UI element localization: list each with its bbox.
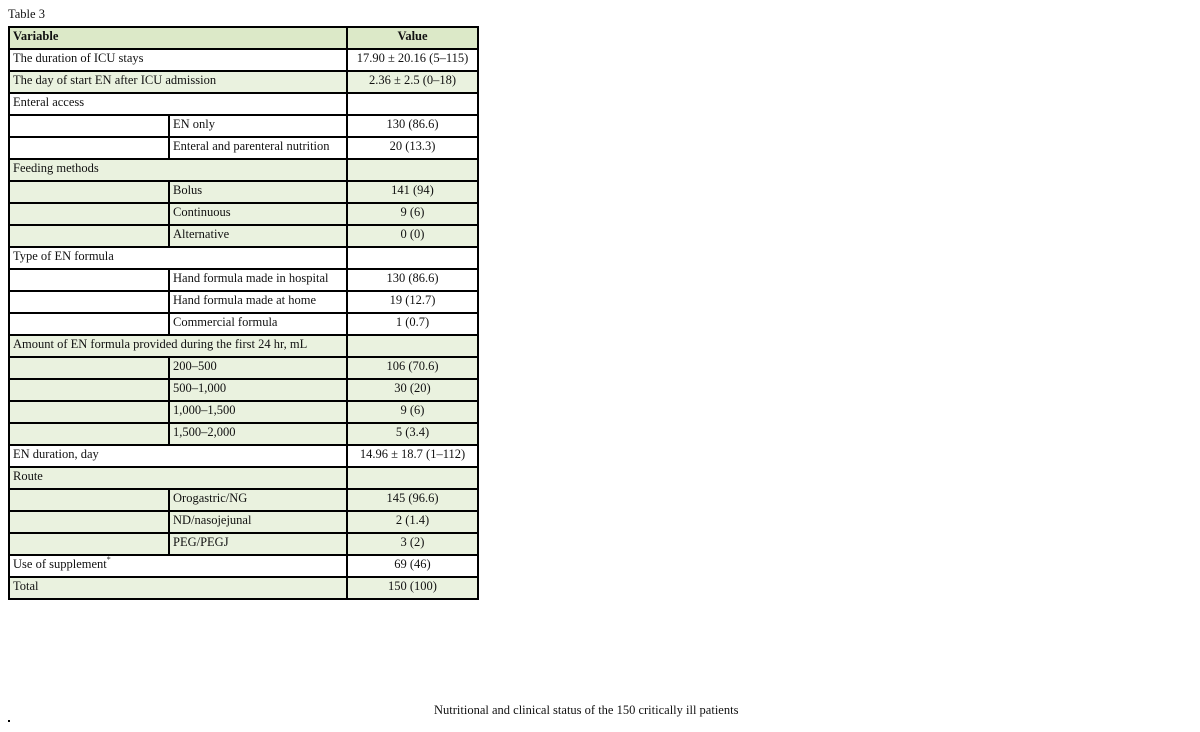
row-value: 2.36 ± 2.5 (0–18) [347, 71, 478, 93]
row-value: 130 (86.6) [347, 269, 478, 291]
group-label: Feeding methods [9, 159, 347, 181]
indent-cell [9, 423, 169, 445]
row-value: 9 (6) [347, 203, 478, 225]
row-value: 17.90 ± 20.16 (5–115) [347, 49, 478, 71]
indent-cell [9, 357, 169, 379]
group-value-empty [347, 467, 478, 489]
table-row [9, 313, 478, 335]
indent-cell [9, 137, 169, 159]
table-row [9, 533, 478, 555]
group-label: Amount of EN formula provided during the first 24 hr, mL [9, 335, 347, 357]
indent-cell [9, 269, 169, 291]
table-row [9, 269, 478, 291]
table-row [9, 203, 478, 225]
header-variable: Variable [9, 27, 347, 49]
indent-cell [9, 401, 169, 423]
group-value-empty [347, 247, 478, 269]
table-row [9, 291, 478, 313]
indent-cell [9, 115, 169, 137]
sub-label: 500–1,000 [169, 379, 347, 401]
indent-cell [9, 225, 169, 247]
table-row [9, 49, 478, 71]
row-value: 14.96 ± 18.7 (1–112) [347, 445, 478, 467]
sub-label: PEG/PEGJ [169, 533, 347, 555]
sub-label: Enteral and parenteral nutrition [169, 137, 347, 159]
row-value: 141 (94) [347, 181, 478, 203]
group-label: Route [9, 467, 347, 489]
table-row [9, 555, 478, 577]
group-row-en-formula-type [9, 247, 478, 269]
row-label: EN duration, day [9, 445, 347, 467]
table-row-total [9, 577, 478, 599]
group-row-feeding-methods [9, 159, 478, 181]
row-value: 19 (12.7) [347, 291, 478, 313]
table-row [9, 489, 478, 511]
row-value: 5 (3.4) [347, 423, 478, 445]
sub-label: Continuous [169, 203, 347, 225]
sub-label: 1,500–2,000 [169, 423, 347, 445]
table-row [9, 71, 478, 93]
sub-label: Commercial formula [169, 313, 347, 335]
sub-label: 1,000–1,500 [169, 401, 347, 423]
sub-label: Alternative [169, 225, 347, 247]
row-value: 30 (20) [347, 379, 478, 401]
sub-label: Hand formula made at home [169, 291, 347, 313]
row-value: 3 (2) [347, 533, 478, 555]
supplement-label: Use of supplement [13, 557, 107, 571]
row-value: 9 (6) [347, 401, 478, 423]
indent-cell [9, 291, 169, 313]
table-row [9, 357, 478, 379]
row-value: 130 (86.6) [347, 115, 478, 137]
sub-label: Bolus [169, 181, 347, 203]
table-row [9, 115, 478, 137]
table-row [9, 401, 478, 423]
group-row-enteral-access [9, 93, 478, 115]
header-value: Value [347, 27, 478, 49]
row-value: 1 (0.7) [347, 313, 478, 335]
indent-cell [9, 203, 169, 225]
sub-label: Hand formula made in hospital [169, 269, 347, 291]
table-row [9, 181, 478, 203]
row-value: 0 (0) [347, 225, 478, 247]
indent-cell [9, 489, 169, 511]
group-label: Enteral access [9, 93, 347, 115]
row-value: 145 (96.6) [347, 489, 478, 511]
stray-dot [8, 720, 10, 722]
row-value: 20 (13.3) [347, 137, 478, 159]
indent-cell [9, 533, 169, 555]
row-label: The day of start EN after ICU admission [9, 71, 347, 93]
row-label [9, 555, 347, 577]
group-value-empty [347, 159, 478, 181]
table-header-row [9, 27, 478, 49]
table-row [9, 225, 478, 247]
table-row [9, 379, 478, 401]
sub-label: EN only [169, 115, 347, 137]
row-value: 150 (100) [347, 577, 478, 599]
indent-cell [9, 181, 169, 203]
group-value-empty [347, 335, 478, 357]
table-row [9, 511, 478, 533]
sub-label: ND/nasojejunal [169, 511, 347, 533]
group-value-empty [347, 93, 478, 115]
indent-cell [9, 379, 169, 401]
group-row-route [9, 467, 478, 489]
sub-label: 200–500 [169, 357, 347, 379]
group-label: Type of EN formula [9, 247, 347, 269]
table-row [9, 423, 478, 445]
group-row-en-amount [9, 335, 478, 357]
row-value: 106 (70.6) [347, 357, 478, 379]
table-caption: Nutritional and clinical status of the 150 critically ill patients [434, 703, 739, 717]
indent-cell [9, 511, 169, 533]
nutrition-status-table [8, 26, 479, 600]
footnote-marker: * [106, 555, 111, 564]
table-row [9, 445, 478, 467]
row-value: 69 (46) [347, 555, 478, 577]
row-label: Total [9, 577, 347, 599]
indent-cell [9, 313, 169, 335]
sub-label: Orogastric/NG [169, 489, 347, 511]
table-label: Table 3 [8, 7, 45, 21]
table-row [9, 137, 478, 159]
row-label: The duration of ICU stays [9, 49, 347, 71]
row-value: 2 (1.4) [347, 511, 478, 533]
